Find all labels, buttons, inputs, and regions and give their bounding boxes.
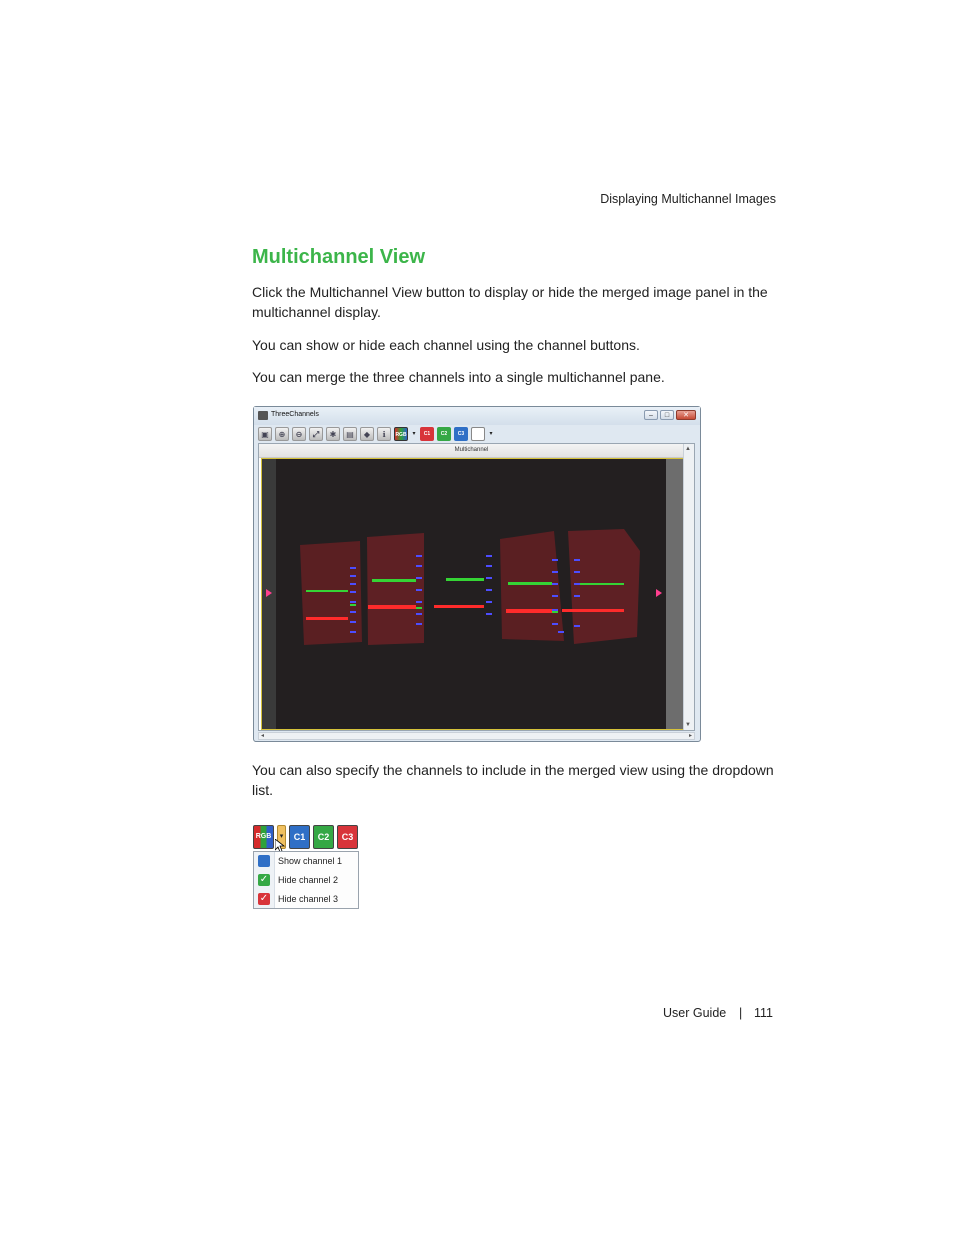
paragraph-3: You can merge the three channels into a single multichannel pane.	[252, 369, 665, 385]
paragraph-1: Click the Multichannel View button to display or hide the merged image panel in the multichannel display.	[252, 284, 768, 320]
diamond-icon[interactable]: ◆	[360, 427, 374, 441]
app-icon	[258, 411, 268, 420]
restore-button[interactable]: □	[660, 410, 674, 420]
settings-icon[interactable]: ✱	[326, 427, 340, 441]
multichannel-pane	[258, 443, 695, 731]
scroll-right-icon[interactable]: ▸	[688, 733, 692, 739]
menu-item-channel-1[interactable]	[254, 852, 358, 871]
pane-label: Multichannel	[454, 447, 489, 453]
channel-3-button[interactable]: C3	[337, 825, 358, 849]
fit-to-window-icon[interactable]: ⤢	[309, 427, 323, 441]
channel-1-button[interactable]: C1	[289, 825, 310, 849]
channel-dropdown-screenshot	[253, 825, 359, 909]
menu-item-label: Hide channel 2	[278, 875, 339, 885]
open-icon[interactable]: ▣	[258, 427, 272, 441]
multichannel-dropdown-button[interactable]: ▾	[412, 431, 416, 437]
scroll-up-icon[interactable]: ▲	[685, 446, 691, 452]
channel-2-checkbox-icon: ✓	[259, 874, 269, 885]
page-number: 111	[754, 1006, 774, 1020]
horizontal-scrollbar[interactable]	[258, 732, 695, 740]
channel-1-button[interactable]: C1	[420, 427, 434, 441]
threechannels-window	[253, 406, 701, 742]
multichannel-view-button[interactable]: RGB	[394, 427, 408, 441]
channel-button-bar	[253, 825, 358, 849]
window-titlebar	[254, 407, 700, 425]
merged-image[interactable]	[261, 458, 685, 730]
minimize-button[interactable]: –	[644, 410, 658, 420]
close-button[interactable]: ✕	[676, 410, 696, 420]
scroll-down-icon[interactable]: ▼	[685, 722, 691, 728]
zoom-in-icon[interactable]: ⊕	[275, 427, 289, 441]
blot-image	[262, 459, 684, 729]
menu-item-label: Show channel 1	[278, 856, 343, 866]
pane-header	[259, 444, 684, 458]
channel-3-checkbox-icon: ✓	[259, 893, 269, 904]
channel-dropdown-menu	[253, 851, 359, 909]
scroll-left-icon[interactable]: ◂	[261, 733, 265, 739]
multichannel-dropdown-button[interactable]: ▾	[277, 825, 286, 849]
channel-1-checkbox-icon	[258, 855, 270, 867]
paragraph-2: You can show or hide each channel using the channel buttons.	[252, 337, 640, 353]
footer-separator: |	[739, 1006, 743, 1020]
menu-item-channel-3[interactable]	[254, 890, 358, 909]
toolbar	[258, 426, 696, 442]
window-controls	[644, 410, 696, 420]
layout-dropdown-button[interactable]: ▾	[489, 431, 493, 437]
menu-item-label: Hide channel 3	[278, 894, 339, 904]
layout-select[interactable]	[471, 427, 485, 441]
multichannel-view-button[interactable]: RGB	[253, 825, 274, 849]
window-title: ThreeChannels	[271, 411, 319, 418]
vertical-scrollbar[interactable]	[683, 444, 694, 730]
zoom-out-icon[interactable]: ⊖	[292, 427, 306, 441]
menu-item-channel-2[interactable]	[254, 871, 358, 890]
section-title: Multichannel View	[252, 246, 425, 268]
channel-2-button[interactable]: C2	[437, 427, 451, 441]
channel-2-button[interactable]: C2	[313, 825, 334, 849]
info-icon[interactable]: ℹ	[377, 427, 391, 441]
running-header: Displaying Multichannel Images	[600, 192, 776, 206]
grid-icon[interactable]: ▤	[343, 427, 357, 441]
footer-label: User Guide	[663, 1006, 727, 1020]
paragraph-4: You can also specify the channels to include in the merged view using the dropdown list.	[252, 762, 774, 798]
channel-3-button[interactable]: C3	[454, 427, 468, 441]
